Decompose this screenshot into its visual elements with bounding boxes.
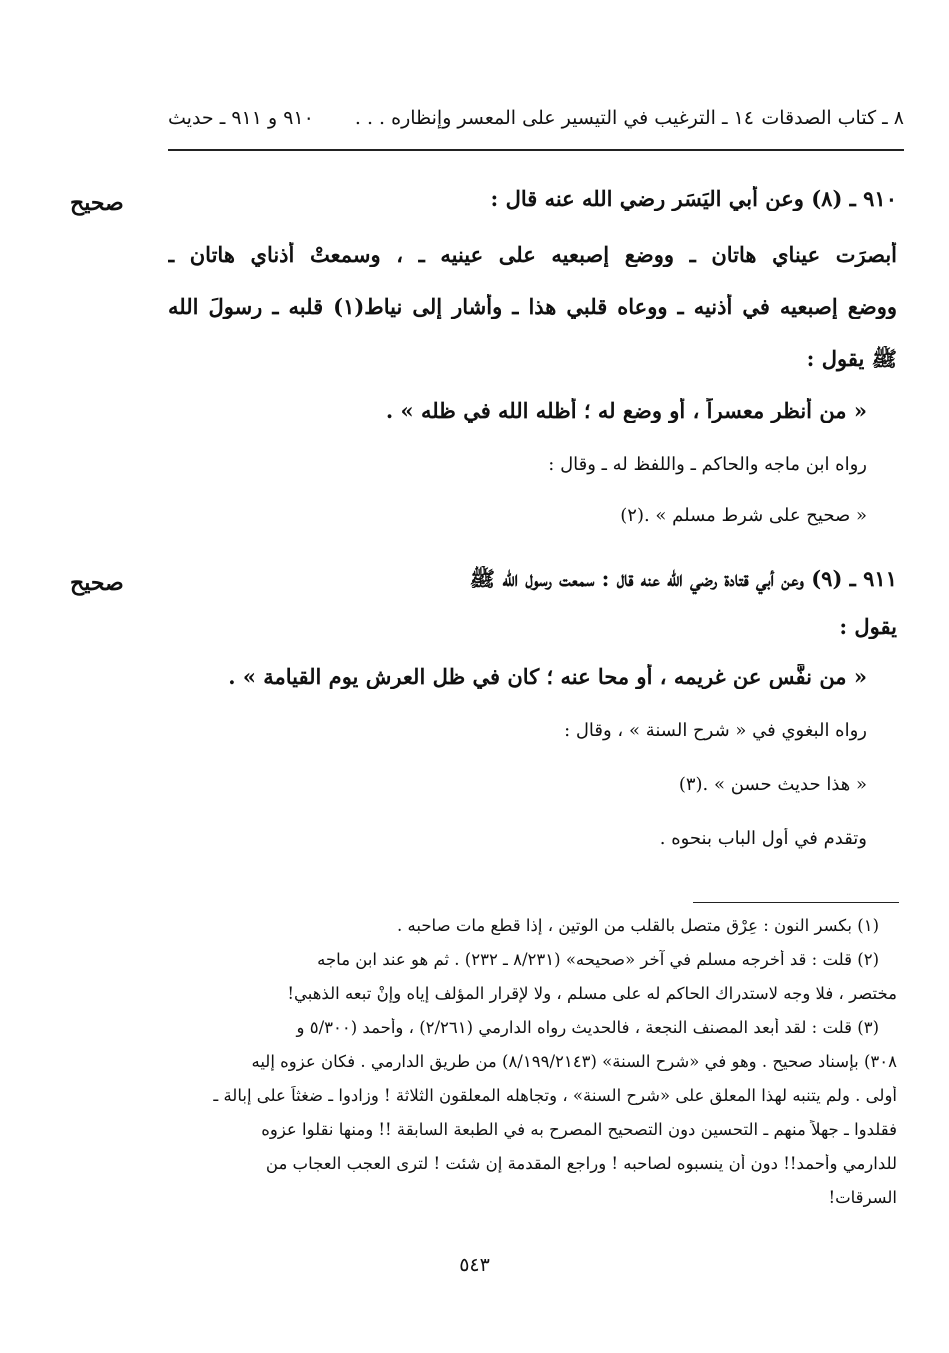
grade-label-910: صحيح	[70, 190, 124, 216]
hadith-911-note: وتقدم في أول الباب بنحوه .	[659, 828, 867, 849]
hadith-911-line2: يقول :	[839, 614, 897, 639]
running-header	[168, 100, 904, 136]
footnote-2-line2: مختصر ، فلا وجه لاستدراك الحاكم له على مسلم ، ولا لإقرار المؤلف إياه وإنْ تبعه الذهبي!	[287, 984, 897, 1003]
hadith-910-narration: رواه ابن ماجه والحاكم ـ واللفظ له ـ وقال :	[548, 454, 867, 475]
footnote-1: (١) بكسر النون : عِرْق متصل بالقلب من الوتين ، إذا قطع مات صاحبه .	[397, 916, 879, 935]
hadith-910-verdict: « صحيح على شرط مسلم » .(٢)	[620, 505, 867, 526]
hadith-910-line1: أبصرَت عيناي هاتان ـ ووضع إصبعيه على عينيه ـ ، وسمعتْ أذناي هاتان ـ	[168, 242, 897, 267]
header-hadith-range: ٩١٠ و ٩١١ ـ حديث	[168, 107, 314, 129]
grade-label-911: صحيح	[70, 570, 124, 596]
hadith-910-intro: ٩١٠ ـ (٨) وعن أبي اليَسَرِ رضي الله عنه قال :	[490, 186, 897, 211]
footnote-3-line4: فقلدوا ـ جهلاً منهم ـ التحسين دون التصحيح المصرح به في الطبعة السابقة !! ومنها نقلوا عزوه	[261, 1120, 897, 1139]
footnote-3-line5: للدارمي وأحمد!! دون أن ينسبوه لصاحبه ! وراجع المقدمة إن شئت ! لترى العجب العجاب من	[265, 1154, 897, 1173]
hadith-910-line3: ﷺ يقول :	[806, 346, 897, 371]
header-section: ١٤ ـ الترغيب في التيسير على المعسر وإنظاره . . .	[354, 107, 754, 129]
hadith-911-narration: رواه البغوي في « شرح السنة » ، وقال :	[564, 720, 867, 741]
hadith-910-quote: « من أنظر معسراً ، أو وضع له ؛ أظله الله في ظله » .	[385, 398, 867, 423]
header-chapter: ٨ ـ كتاب الصدقات	[761, 107, 904, 129]
footnote-3-line6: السرقات!	[828, 1188, 897, 1207]
page-number: ٥٤٣	[459, 1254, 490, 1276]
hadith-911-verdict: « هذا حديث حسن » .(٣)	[678, 774, 867, 795]
footnote-3-line3: أولى . ولم يتنبه لهذا المعلق على «شرح السنة» ، وتجاهله المعلقون الثلاثة ! وزادوا ـ ضغثاً على إبالة ـ	[213, 1086, 897, 1105]
header-divider	[168, 149, 904, 151]
hadith-911-intro: ٩١١ ـ (٩) وعن أبي قتادة رضي الله عنه قال : سمعت رسول الله ﷺ	[469, 566, 897, 591]
hadith-910-line2: ووضع إصبعيه في أذنيه ـ ووعاه قلبي هذا ـ وأشار إلى نياط(١) قلبه ـ رسولَ الله	[168, 294, 897, 319]
hadith-911-quote: « من نفَّس عن غريمه ، أو محا عنه ؛ كان في ظل العرش يوم القيامة » .	[228, 664, 867, 689]
footnote-3-line1: (٣) قلت : لقد أبعد المصنف النجعة ، فالحديث رواه الدارمي (٢/٢٦١) ، وأحمد (٥/٣٠٠ و	[296, 1018, 879, 1037]
footnote-3-line2: ٣٠٨) بإسناد صحيح . وهو في «شرح السنة» (٨/١٩٩/٢١٤٣) من طريق الدارمي . فكان عزوه إليه	[251, 1052, 897, 1071]
footnote-2-line1: (٢) قلت : قد أخرجه مسلم في آخر «صحيحه» (٨/٢٣١ ـ ٢٣٢) . ثم هو عند ابن ماجه	[317, 950, 879, 969]
footnote-divider	[693, 902, 899, 903]
